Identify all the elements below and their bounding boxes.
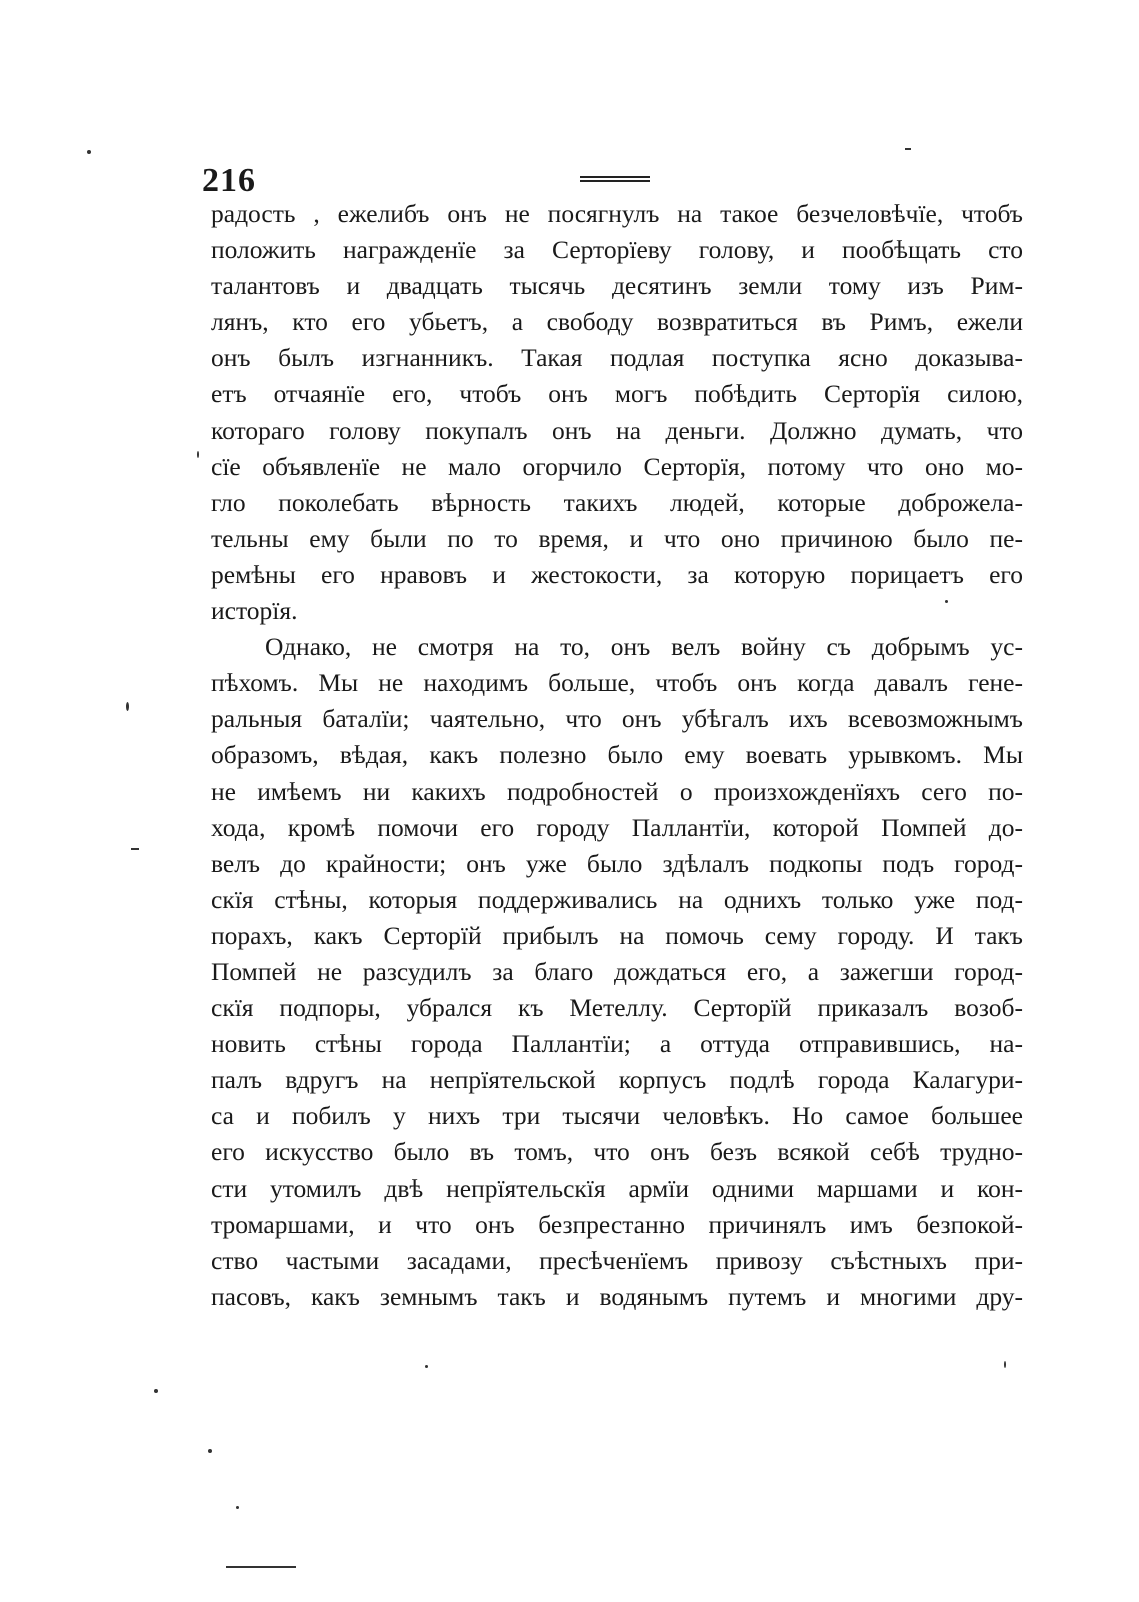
text-line: котораго голову покупалъ онъ на деньги. Должно думать, что [211,415,1023,445]
text-line: тельны ему были по то время, и что оно причиною было пе- [211,523,1023,553]
text-line: тромаршами, и что онъ безпрестанно причинялъ имъ безпокой- [211,1209,1023,1239]
scan-speck [126,702,129,711]
scan-scratch [131,848,139,850]
scan-speck [197,451,199,458]
scan-speck [208,1449,212,1453]
paragraph-2 [211,629,1023,1315]
scan-scratch [905,148,911,150]
page-number: 216 [202,162,256,199]
header-ornament-rule [580,176,650,185]
text-line: талантовъ и двадцать тысячь десятинъ земли тому изъ Рим- [211,271,1023,301]
page-text [211,196,1023,1315]
text-line: сти утомилъ двѣ непрїятельскїя армїи одними маршами и кон- [211,1173,1023,1203]
text-line: пасовъ, какъ земнымъ такъ и водянымъ путемъ и многими дру- [211,1281,1023,1311]
text-line: лянъ, кто его убьетъ, а свободу возвратиться въ Римъ, ежели [211,307,1023,337]
text-line: его искусство было въ томъ, что онъ безъ всякой себѣ трудно- [211,1137,1023,1167]
scan-speck [236,1506,239,1509]
text-line: не имѣемъ ни какихъ подробностей о произхожденїяхъ сего по- [211,776,1023,806]
text-line: новить стѣны города Паллантїи; а оттуда отправившись, на- [211,1029,1023,1059]
text-line: палъ вдругъ на непрїятельской корпусъ подлѣ города Калагури- [211,1065,1023,1095]
text-line: скїя стѣны, которыя поддерживались на однихъ только уже под- [211,884,1023,914]
scan-speck [87,150,91,154]
text-line: ремѣны его нравовъ и жестокости, за которую порицаетъ его [211,559,1023,589]
text-line: хода, кромѣ помочи его городу Паллантїи, которой Помпей до- [211,812,1023,842]
scan-speck [1004,1361,1006,1368]
text-line: Однако, не смотря на то, онъ велъ войну съ добрымъ ус- [265,632,1023,662]
scan-scratch [226,1566,296,1568]
text-line: Помпей не разсудилъ за благо дождаться его, а зажегши город- [211,956,1023,986]
text-line: етъ отчаянїе его, чтобъ онъ могъ побѣдить Серторїя силою, [211,379,1023,409]
text-line: радость , ежелибъ онъ не посягнулъ на такое безчеловѣчїе, чтобъ [211,199,1023,228]
text-line: са и побилъ у нихъ три тысячи человѣкъ. Но самое большее [211,1101,1023,1131]
text-line: онъ былъ изгнанникъ. Такая подлая поступка ясно доказыва- [211,343,1023,373]
text-line: порахъ, какъ Серторїй прибылъ на помочь сему городу. И такъ [211,920,1023,950]
text-line: велъ до крайности; онъ уже было здѣлалъ подкопы подъ город- [211,848,1023,878]
text-line: ство частыми засадами, пресѣченїемъ привозу съѣстныхъ при- [211,1245,1023,1275]
scan-speck [154,1389,158,1393]
text-line: сїе объявленїе не мало огорчило Серторїя, потому что оно мо- [211,451,1023,481]
scan-speck [425,1365,428,1368]
text-line: пѣхомъ. Мы не находимъ больше, чтобъ онъ когда давалъ гене- [211,668,1023,698]
text-line: ральныя баталїи; чаятельно, что онъ убѣгалъ ихъ всевозможнымъ [211,704,1023,734]
paragraph-1 [211,196,1023,629]
text-line: положить награжденїе за Серторїеву голову, и пообѣщать сто [211,235,1023,265]
text-line: образомъ, вѣдая, какъ полезно было ему воевать урывкомъ. Мы [211,740,1023,770]
text-line: гло поколебать вѣрность такихъ людей, которые доброжела- [211,487,1023,517]
text-line: скїя подпоры, убрался къ Метеллу. Серторїй приказалъ возоб- [211,993,1023,1023]
text-line: исторїя. [211,596,298,626]
scan-speck [945,600,948,603]
